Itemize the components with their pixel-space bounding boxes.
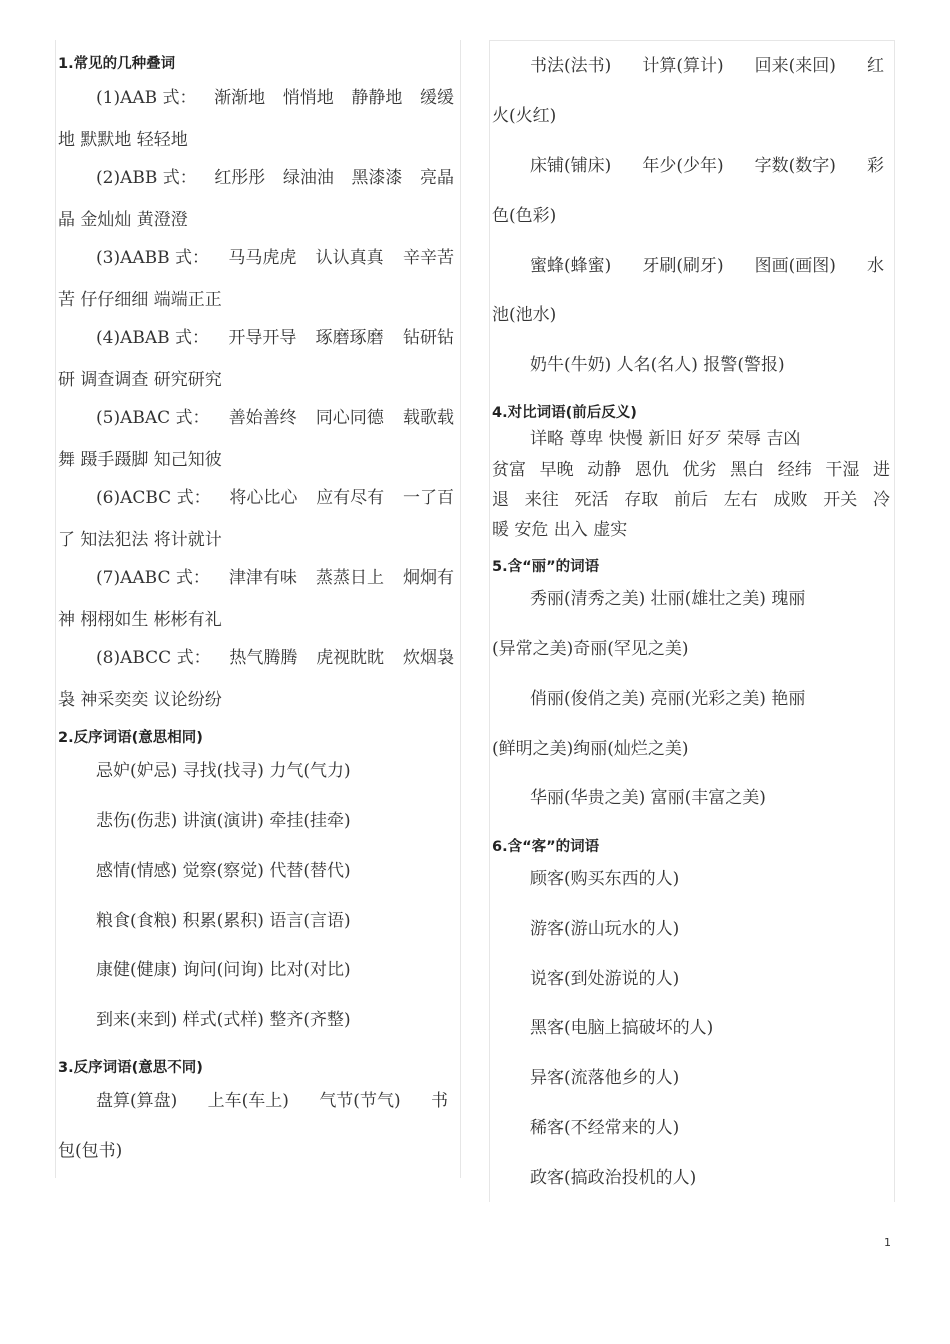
s1-line-10: 舞 蹑手蹑脚 知己知彼	[58, 450, 222, 470]
section-5-heading: 5.含“丽”的词语	[492, 559, 600, 575]
s3c-line-3: 床铺(铺床) 年少(少年) 字数(数字) 彩	[530, 156, 884, 176]
section-2-heading: 2.反序词语(意思相同)	[58, 730, 203, 746]
s2-line-5: 康健(健康) 询问(问询) 比对(对比)	[96, 960, 351, 980]
s2-line-4: 粮食(食粮) 积累(累积) 语言(言语)	[96, 911, 351, 931]
s5-line-4: (鲜明之美)绚丽(灿烂之美)	[492, 739, 689, 759]
s4-line-3: 退 来往 死活 存取 前后 左右 成败 开关 冷	[492, 490, 890, 510]
s5-line-5: 华丽(华贵之美) 富丽(丰富之美)	[530, 788, 766, 808]
s3c-line-1: 书法(法书) 计算(算计) 回来(来回) 红	[530, 56, 884, 76]
s2-line-3: 感情(情感) 觉察(察觉) 代替(替代)	[96, 861, 351, 881]
s6-line-1: 顾客(购买东西的人)	[530, 869, 680, 889]
s4-line-2: 贫富 早晚 动静 恩仇 优劣 黑白 经纬 干湿 进	[492, 460, 890, 480]
s6-line-7: 政客(搞政治投机的人)	[530, 1168, 697, 1188]
s1-line-8: 研 调查调查 研究研究	[58, 370, 222, 390]
section-1-heading: 1.常见的几种叠词	[58, 56, 176, 72]
s1-line-12: 了 知法犯法 将计就计	[58, 530, 222, 550]
s1-line-13: (7)AABC 式： 津津有味 蒸蒸日上 炯炯有	[96, 568, 454, 588]
s6-line-6: 稀客(不经常来的人)	[530, 1118, 680, 1138]
section-4-heading: 4.对比词语(前后反义)	[492, 405, 637, 421]
s3c-line-4: 色(色彩)	[492, 206, 557, 226]
s3c-line-2: 火(火红)	[492, 106, 557, 126]
s6-line-3: 说客(到处游说的人)	[530, 969, 680, 989]
s3c-line-7: 奶牛(牛奶) 人名(名人) 报警(警报)	[530, 355, 785, 375]
left-column	[55, 40, 461, 1178]
page-number: 1	[884, 1236, 891, 1249]
s1-line-14: 神 栩栩如生 彬彬有礼	[58, 610, 222, 630]
s2-line-6: 到来(来到) 样式(式样) 整齐(齐整)	[96, 1010, 351, 1030]
s3-line-1: 盘算(算盘) 上车(车上) 气节(节气) 书	[96, 1091, 448, 1111]
s1-line-15: (8)ABCC 式： 热气腾腾 虎视眈眈 炊烟袅	[96, 648, 454, 668]
s6-line-4: 黑客(电脑上搞破坏的人)	[530, 1018, 714, 1038]
s6-line-2: 游客(游山玩水的人)	[530, 919, 680, 939]
s4-line-4: 暖 安危 出入 虚实	[492, 520, 628, 540]
s5-line-1: 秀丽(清秀之美) 壮丽(雄壮之美) 瑰丽	[530, 589, 806, 609]
s1-line-9: (5)ABAC 式： 善始善终 同心同德 载歌载	[96, 408, 454, 428]
s3c-line-6: 池(池水)	[492, 305, 557, 325]
s1-line-5: (3)AABB 式： 马马虎虎 认认真真 辛辛苦	[96, 248, 454, 268]
right-column	[489, 40, 895, 1202]
s3c-line-5: 蜜蜂(蜂蜜) 牙刷(刷牙) 图画(画图) 水	[530, 256, 884, 276]
s1-line-7: (4)ABAB 式： 开导开导 琢磨琢磨 钻研钻	[96, 328, 454, 348]
s5-line-3: 俏丽(俊俏之美) 亮丽(光彩之美) 艳丽	[530, 689, 806, 709]
s1-line-11: (6)ACBC 式： 将心比心 应有尽有 一了百	[96, 488, 454, 508]
s5-line-2: (异常之美)奇丽(罕见之美)	[492, 639, 689, 659]
s3-line-2: 包(包书)	[58, 1141, 123, 1161]
s1-line-6: 苦 仔仔细细 端端正正	[58, 290, 222, 310]
s1-line-2: 地 默默地 轻轻地	[58, 130, 188, 150]
s4-line-1: 详略 尊卑 快慢 新旧 好歹 荣辱 吉凶	[530, 429, 801, 449]
s2-line-2: 悲伤(伤悲) 讲演(演讲) 牵挂(挂牵)	[96, 811, 351, 831]
s6-line-5: 异客(流落他乡的人)	[530, 1068, 680, 1088]
s1-line-4: 晶 金灿灿 黄澄澄	[58, 210, 188, 230]
s1-line-1: (1)AAB 式： 渐渐地 悄悄地 静静地 缓缓	[96, 88, 454, 108]
section-6-heading: 6.含“客”的词语	[492, 839, 600, 855]
s1-line-3: (2)ABB 式： 红彤彤 绿油油 黑漆漆 亮晶	[96, 168, 454, 188]
s1-line-16: 袅 神采奕奕 议论纷纷	[58, 690, 222, 710]
s2-line-1: 忌妒(妒忌) 寻找(找寻) 力气(气力)	[96, 761, 351, 781]
section-3-heading: 3.反序词语(意思不同)	[58, 1060, 203, 1076]
